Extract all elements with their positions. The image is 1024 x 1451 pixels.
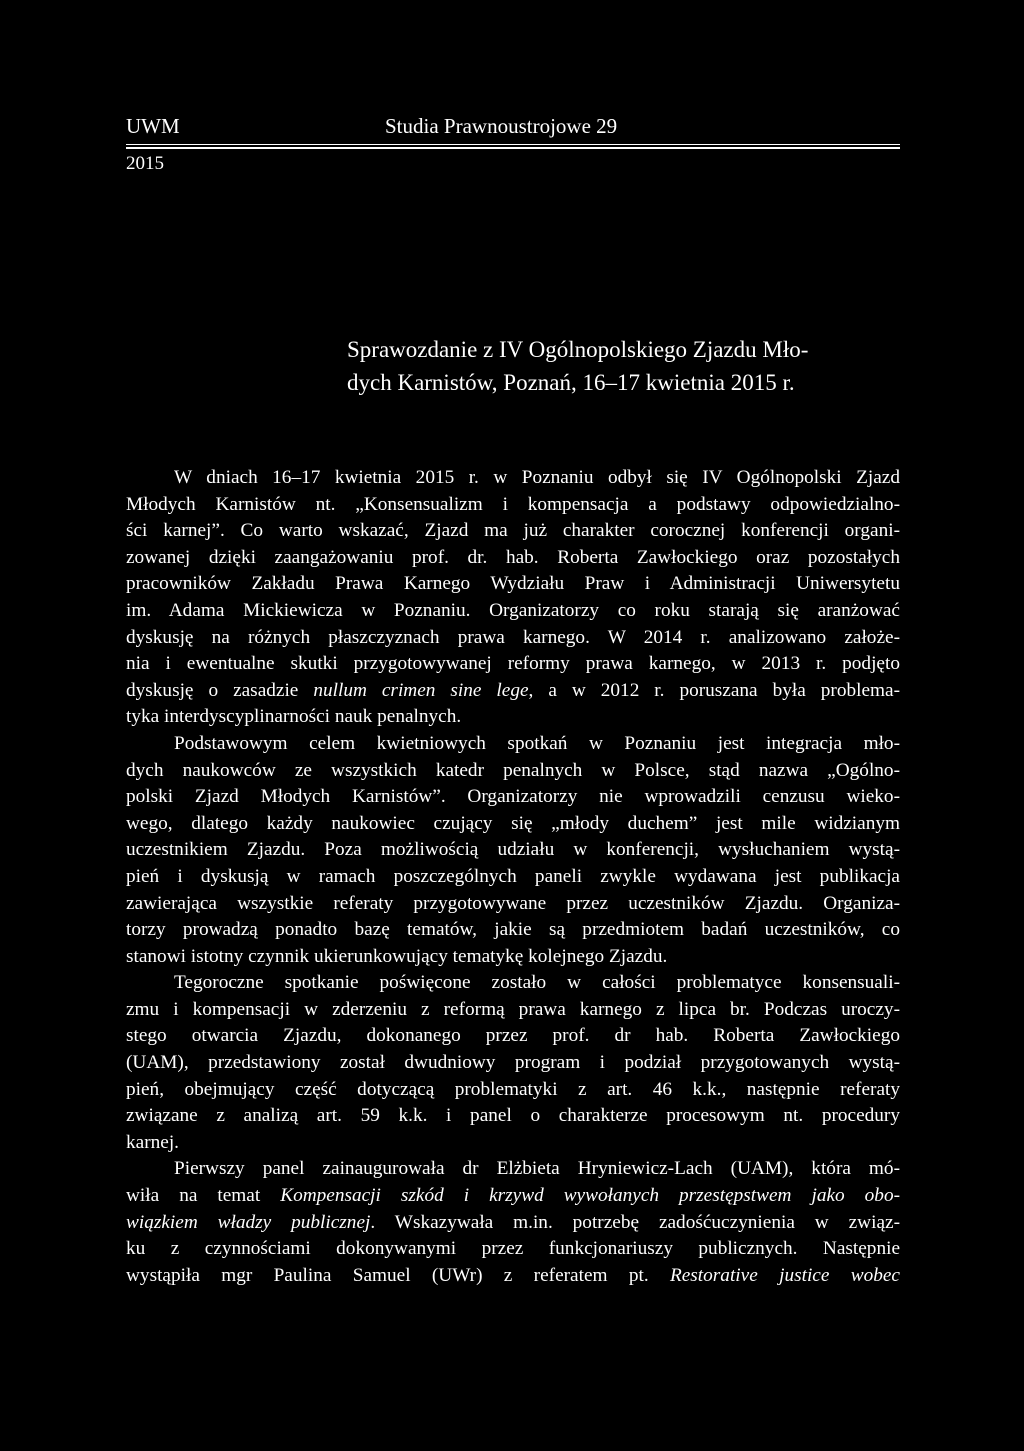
text-line xyxy=(126,1263,900,1290)
text-run: wego, dlatego każdy naukowiec czujący się „młody duchem” jest mile widzianym xyxy=(126,812,900,834)
text-run: tyka interdyscyplinarności nauk penalnych. xyxy=(126,706,462,728)
paragraph xyxy=(126,1156,900,1289)
text-run: Podstawowym celem kwietniowych spotkań w Poznaniu jest integracja mło- xyxy=(174,732,900,754)
text-run: Tegoroczne spotkanie poświęcone zostało w całości problematyce konsensuali- xyxy=(174,972,900,994)
text-line xyxy=(126,917,900,944)
text-run: ku z czynnościami dokonywanymi przez funkcjonariuszy publicznych. Następnie xyxy=(126,1238,900,1260)
text-run: dych naukowców ze wszystkich katedr penalnych w Polsce, stąd nazwa „Ogólno- xyxy=(126,759,900,781)
text-line xyxy=(126,944,900,971)
text-run: Młodych Karnistów nt. „Konsensualizm i kompensacja a podstawy odpowiedzialno- xyxy=(126,493,900,515)
text-run: stanowi istotny czynnik ukierunkowujący tematykę kolejnego Zjazdu. xyxy=(126,945,668,967)
running-header xyxy=(126,112,900,174)
text-run: W dniach 16–17 kwietnia 2015 r. w Poznaniu odbył się IV Ogólnopolski Zjazd xyxy=(174,467,900,488)
italic-text: Restorative justice wobec xyxy=(669,1264,900,1286)
paragraph xyxy=(126,970,900,1156)
text-run: dyskusję o zasadzie xyxy=(126,679,314,701)
header-double-rule xyxy=(126,144,900,149)
text-line xyxy=(126,518,900,545)
text-line xyxy=(126,598,900,625)
text-run: związane z analizą art. 59 k.k. i panel o charakterze procesowym nt. procedury xyxy=(126,1105,900,1127)
text-line xyxy=(126,997,900,1024)
running-header-top xyxy=(126,112,900,140)
text-run: polski Zjazd Młodych Karnistów”. Organizatorzy nie wprowadzili cenzusu wieko- xyxy=(126,786,900,808)
text-run: dyskusję na różnych płaszczyznach prawa karnego. W 2014 r. analizowano założe- xyxy=(126,626,900,648)
text-run: zowanej dzięki zaangażowaniu prof. dr. hab. Roberta Zawłockiego oraz pozostałych xyxy=(126,546,900,568)
italic-text: wiązkiem władzy publicznej xyxy=(126,1211,371,1233)
text-line xyxy=(126,1210,900,1237)
text-line xyxy=(126,625,900,652)
text-run: (UAM), przedstawiony został dwudniowy program i podział przygotowanych wystą- xyxy=(126,1052,900,1074)
text-run: pracowników Zakładu Prawa Karnego Wydziału Praw i Administracji Uniwersytetu xyxy=(126,573,900,595)
text-run: nia i ewentualne skutki przygotowywanej reformy prawa karnego, w 2013 r. podjęto xyxy=(126,653,900,675)
text-run: . Wskazywała m.in. potrzebę zadośćuczynienia w związ- xyxy=(370,1211,900,1233)
italic-text: nullum crimen sine lege xyxy=(313,679,529,701)
journal-year: 2015 xyxy=(126,153,164,174)
text-line xyxy=(126,1156,900,1183)
text-line xyxy=(126,864,900,891)
text-run: pień, obejmujący część dotyczącą problematyki z art. 46 k.k., następnie referaty xyxy=(126,1078,900,1100)
text-run: wiła na temat xyxy=(126,1185,281,1207)
text-run: karnej. xyxy=(126,1131,179,1153)
text-run: ści karnej”. Co warto wskazać, Zjazd ma już charakter corocznej konferencji organi- xyxy=(126,520,900,542)
report-title-line: Sprawozdanie z IV Ogólnopolskiego Zjazdu Mło- xyxy=(347,337,809,362)
text-run: zmu i kompensacji w zderzeniu z reformą prawa karnego z lipca br. Podczas uroczy- xyxy=(126,998,900,1020)
text-line xyxy=(126,891,900,918)
text-line xyxy=(126,1077,900,1104)
journal-abbreviation: UWM xyxy=(126,114,180,138)
text-line xyxy=(126,837,900,864)
text-line xyxy=(126,465,900,492)
text-line xyxy=(126,1103,900,1130)
text-run: stego otwarcia Zjazdu, dokonanego przez prof. dr hab. Roberta Zawłockiego xyxy=(126,1025,900,1047)
text-line xyxy=(126,970,900,997)
text-line xyxy=(126,731,900,758)
text-line xyxy=(126,1130,900,1157)
paragraph xyxy=(126,465,900,731)
report-title-line: dych Karnistów, Poznań, 16–17 kwietnia 2015 r. xyxy=(347,370,795,395)
text-line xyxy=(126,651,900,678)
article-body xyxy=(126,465,900,1289)
text-run: im. Adama Mickiewicza w Poznaniu. Organizatorzy co roku starają się aranżować xyxy=(126,599,900,621)
journal-title: Studia Prawnoustrojowe 29 xyxy=(385,114,618,138)
text-line xyxy=(126,1023,900,1050)
text-line xyxy=(126,571,900,598)
text-line xyxy=(126,1236,900,1263)
text-line xyxy=(126,784,900,811)
text-run: wystąpiła mgr Paulina Samuel (UWr) z referatem pt. xyxy=(126,1264,670,1286)
text-run: torzy prowadzą ponadto bazę tematów, jakie są przedmiotem badań uczestników, co xyxy=(126,919,900,941)
text-line xyxy=(126,678,900,705)
text-line xyxy=(126,758,900,785)
text-line xyxy=(126,1183,900,1210)
text-run: pień i dyskusją w ramach poszczególnych paneli zwykle wydawana jest publikacja xyxy=(126,865,900,887)
italic-text: Kompensacji szkód i krzywd wywołanych przestępstwem jako obo- xyxy=(280,1185,901,1207)
text-run: uczestnikiem Zjazdu. Poza możliwością udziału w konferencji, wysłuchaniem wystą- xyxy=(126,839,900,861)
text-line xyxy=(126,492,900,519)
text-line xyxy=(126,704,900,731)
text-line xyxy=(126,545,900,572)
paragraph xyxy=(126,731,900,970)
text-line xyxy=(126,1050,900,1077)
text-run: Pierwszy panel zainaugurowała dr Elżbieta Hryniewicz-Lach (UAM), która mó- xyxy=(174,1158,900,1180)
text-run: zawierająca wszystkie referaty przygotowywane przez uczestników Zjazdu. Organiza- xyxy=(126,892,900,914)
text-run: , a w 2012 r. poruszana była problema- xyxy=(528,679,900,701)
report-title xyxy=(347,333,900,399)
text-line xyxy=(126,811,900,838)
